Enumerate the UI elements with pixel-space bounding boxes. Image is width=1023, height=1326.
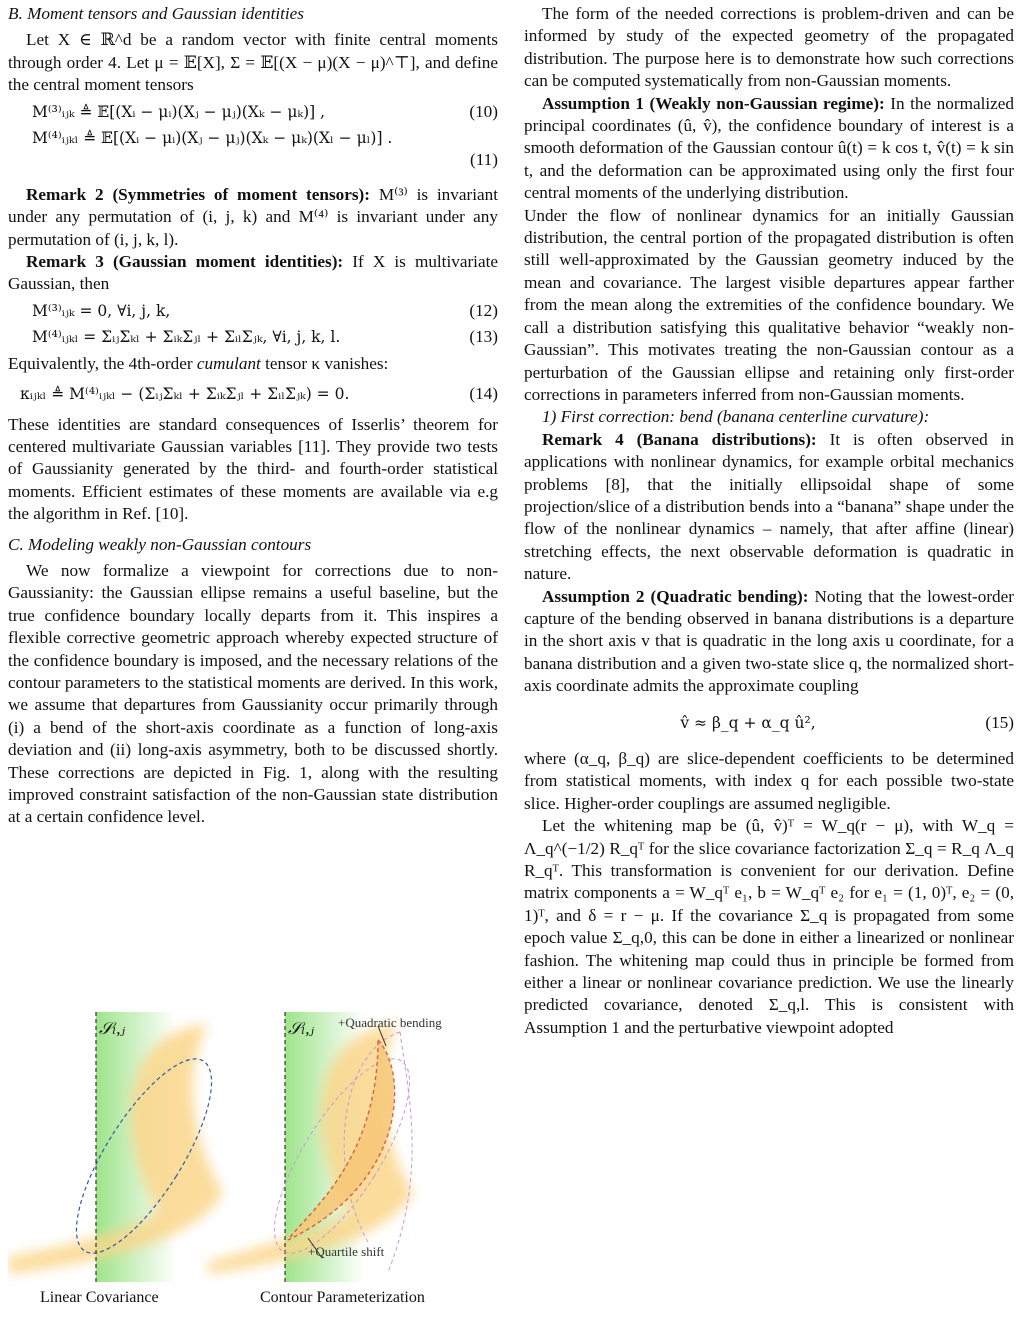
remark-4-body: It is often observed in applications with nonlinear dynamics, for example orbital mechanics problems [8], that the initially ellipsoidal shape of some projection/slice of a distribution bends into a “banana” shape under the flow of the nonlinear dynamics – namely, that after affine (linear) stretching effects, the next observable deformation is quadratic in nature. xyxy=(524,429,1015,584)
cumulant-word: cumulant xyxy=(196,353,261,373)
annotation-quartile-shift: +Quartile shift xyxy=(308,1244,385,1259)
section-heading-b: B. Moment tensors and Gaussian identities xyxy=(8,4,304,23)
equation-12-body: M⁽³⁾ᵢⱼₖ = 0, ∀i, j, k, xyxy=(32,301,171,320)
equation-11-number: (11) xyxy=(470,150,498,170)
paragraph-random-vector: Let X ∈ ℝ^d be a random vector with finite central moments through order 4. Let μ = 𝔼[X], Σ = 𝔼[(X − μ)(X − μ)^⊤], and define the central moment tensors xyxy=(8,30,498,95)
caption-contour-parameterization: Contour Parameterization xyxy=(260,1289,425,1306)
paragraph-flow: Under the flow of nonlinear dynamics for an initially Gaussian distribution, the central portion of the propagated distribution is often still well-approximated by the Gaussian geometry induced by the mean and covariance. The largest visible departures appear farther from the mean along the extremities of the confidence boundary. We call a distribution satisfying this qualitative behavior “weakly non-Gaussian”. This motivates treating the non-Gaussian contour as a perturbation of the Gaussian ellipse and retaining only first-order corrections in parameters inferred from non-Gaussian moments. xyxy=(524,205,1014,404)
remark-3-body: If X is multivariate Gaussian, then xyxy=(8,252,498,294)
equation-10-number: (10) xyxy=(469,101,498,121)
remark-3-heading: Remark 3 (Gaussian moment identities): xyxy=(26,252,344,272)
equation-14 xyxy=(8,383,498,405)
assumption-1-body: In the normalized principal coordinates (û, v̂), the confidence boundary of interest is a smooth deformation of the Gaussian contour û(t) = k cos t, v̂(t) = k sin t, and the deformation can be approximated using only the first four central moments of the underlying distribution. xyxy=(524,93,1014,203)
equation-12-number: (12) xyxy=(469,300,498,320)
remark-3 xyxy=(8,251,498,296)
equation-14-body: κᵢⱼₖₗ ≜ M⁽⁴⁾ᵢⱼₖₗ − (ΣᵢⱼΣₖₗ + ΣᵢₖΣⱼₗ + ΣᵢₗΣⱼₖ) = 0. xyxy=(20,385,350,404)
assumption-2-heading: Assumption 2 (Quadratic bending): xyxy=(542,586,809,606)
cumulant-text-a: Equivalently, the 4th-order xyxy=(8,353,197,373)
equation-13 xyxy=(8,326,498,348)
right-column xyxy=(524,3,1014,1039)
assumption-2-body: Noting that the lowest-order capture of the bending observed in banana distributions is a departure in the short axis v that is quadratic in the long axis u coordinate, for a banana distribution and a given two-state slice q, the normalized short-axis coordinate admits the approximate coupling xyxy=(524,586,1014,696)
assumption-2 xyxy=(524,586,1014,698)
remark-4 xyxy=(524,429,1014,586)
equation-11 xyxy=(8,127,498,172)
remark-2 xyxy=(8,184,498,251)
caption-linear-covariance: Linear Covariance xyxy=(40,1289,159,1306)
paragraph-whitening: Let the whitening map be (û, v̂)ᵀ = W_q(r − μ), with W_q = Λ_q^(−1/2) R_qᵀ for the slice covariance factorization Σ_q = R_q Λ_q R_qᵀ. This transformation is convenient for our derivation. Define matrix components a = W_qᵀ e₁, b = W_qᵀ e₂ for e₁ = (1, 0)ᵀ, e₂ = (0, 1)ᵀ, and δ = r − μ. If the covariance Σ_q is propagated from some epoch value Σ_q,0, this can be done in either a linearized or nonlinear fashion. The whitening map could thus in principle be formed from either a linear or nonlinear covariance prediction. We use the linearly predicted covariance, denoted Σ_q,l. This is consistent with Assumption 1 and the perturbative viewpoint adopted xyxy=(524,816,1014,1037)
equation-15-body: v̂ ≈ β_q + α_q û², xyxy=(680,713,816,732)
remark-2-heading: Remark 2 (Symmetries of moment tensors): xyxy=(26,184,370,204)
remark-2-body: M⁽³⁾ is invariant under any permutation of (i, j, k) and M⁽⁴⁾ is invariant under any permutation of (i, j, k, l). xyxy=(8,184,498,249)
figure-1-graphic xyxy=(8,1012,498,1312)
paragraph-isserlis: These identities are standard consequences of Isserlis’ theorem for centered multivariate Gaussian variables [11]. They provide two tests of Gaussianity generated by the third- and fourth-order statistical moments. Efficient estimates of these moments are available via e.g the algorithm in Ref. [10]. xyxy=(8,414,498,524)
equation-10 xyxy=(8,101,498,123)
assumption-1 xyxy=(524,93,1014,205)
equation-13-body: M⁽⁴⁾ᵢⱼₖₗ = ΣᵢⱼΣₖₗ + ΣᵢₖΣⱼₗ + ΣᵢₗΣⱼₖ, ∀i, j, k, l. xyxy=(32,328,341,347)
figure-1 xyxy=(8,1012,498,1312)
paragraph-modeling: We now formalize a viewpoint for corrections due to non-Gaussianity: the Gaussian ellipse remains a useful baseline, but the true confidence boundary locally departs from it. This inspires a flexible corrective geometric approach whereby expected structure of the confidence boundary is imposed, and the necessary relations of the contour parameters to the statistical moments are derived. In this work, we assume that departures from Gaussianity occur primarily through (i) a bend of the short-axis coordinate as a function of long-axis deviation and (ii) long-axis asymmetry, both to be discussed shortly. These corrections are depicted in Fig. 1, along with the resulting improved constraint satisfaction of the non-Gaussian state distribution at a certain confidence level. xyxy=(8,560,498,827)
left-column xyxy=(8,3,498,829)
equation-10-body: M⁽³⁾ᵢⱼₖ ≜ 𝔼[(Xᵢ − μᵢ)(Xⱼ − μⱼ)(Xₖ − μₖ)] , xyxy=(32,102,326,121)
equation-15 xyxy=(524,712,1014,734)
assumption-1-heading: Assumption 1 (Weakly non-Gaussian regime): xyxy=(542,93,885,113)
equation-11-body: M⁽⁴⁾ᵢⱼₖₗ ≜ 𝔼[(Xᵢ − μᵢ)(Xⱼ − μⱼ)(Xₖ − μₖ)(Xₗ − μₗ)] . xyxy=(32,129,393,148)
paragraph-cumulant xyxy=(8,353,498,375)
section-heading-c: C. Modeling weakly non-Gaussian contours xyxy=(8,534,312,554)
equation-15-number: (15) xyxy=(985,712,1014,732)
slice-label-right: 𝒮ₗ,ⱼ xyxy=(288,1019,315,1038)
paragraph-form: The form of the needed corrections is problem-driven and can be informed by study of the expected geometry of the propagated distribution. The purpose here is to demonstrate how such corrections can be computed systematically from non-Gaussian moments. xyxy=(524,4,1014,91)
equation-12 xyxy=(8,300,498,322)
remark-4-heading: Remark 4 (Banana distributions): xyxy=(542,429,817,449)
cumulant-text-b: tensor κ vanishes: xyxy=(260,353,389,373)
annotation-quadratic-bending: +Quadratic bending xyxy=(338,1015,442,1030)
paragraph-where: where (α_q, β_q) are slice-dependent coefficients to be determined from statistical moments, with index q for each possible two-state slice. Higher-order couplings are assumed negligible. xyxy=(524,749,1014,813)
equation-14-number: (14) xyxy=(469,384,498,404)
subsection-first-correction: 1) First correction: bend (banana centerline curvature): xyxy=(542,407,930,427)
equation-13-number: (13) xyxy=(469,327,498,347)
slice-label-left: 𝒮ₗ,ⱼ xyxy=(99,1019,126,1038)
